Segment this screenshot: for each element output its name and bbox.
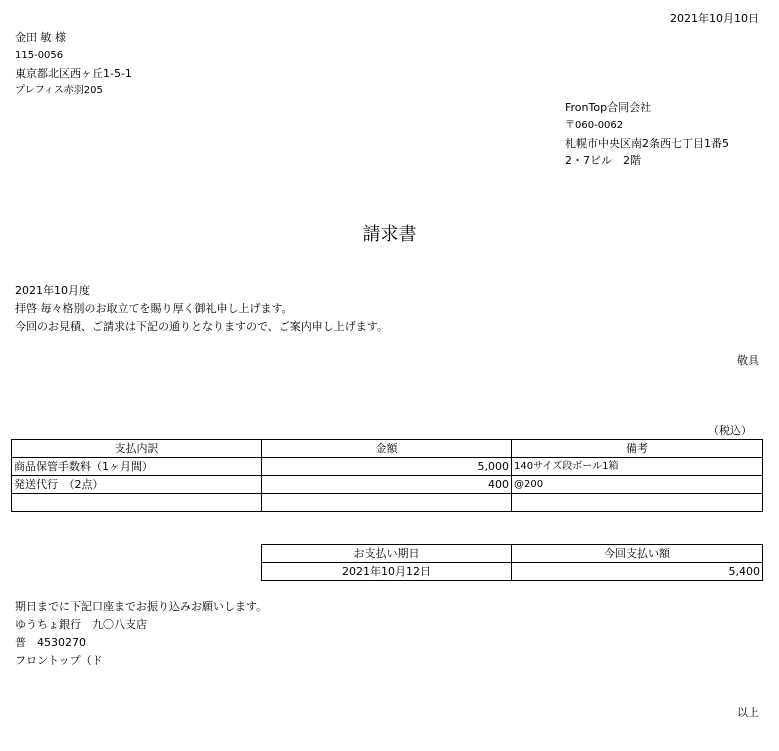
table-row [262, 563, 763, 581]
closing-word: 敬具 [737, 354, 759, 367]
row-amount: 5,000 [262, 458, 512, 476]
row-note: 140サイズ段ボール1箱 [512, 458, 763, 476]
payment-table-header [262, 545, 763, 563]
bank-account-holder: フロントップ（ド [15, 654, 103, 667]
tax-included-note: （税込） [708, 424, 752, 437]
payment-table [261, 544, 763, 581]
header-due-date: お支払い期日 [262, 545, 512, 563]
recipient-building: プレフィス赤羽205 [15, 85, 103, 96]
row-amount [262, 494, 512, 512]
row-item: 商品保管手数料（1ヶ月間） [12, 458, 262, 476]
document-title: 請求書 [362, 224, 417, 245]
recipient-zip: 115-0056 [15, 50, 64, 61]
table-row [12, 458, 763, 476]
total-amount: 5,400 [512, 563, 763, 581]
due-date: 2021年10月12日 [262, 563, 512, 581]
greeting-line-1: 拝啓 毎々格別のお取立てを賜り厚く御礼申し上げます。 [15, 302, 293, 315]
sender-address: 札幌市中央区南2条西七丁目1番5 [565, 137, 729, 150]
billing-period: 2021年10月度 [15, 284, 90, 297]
header-item: 支払内訳 [12, 440, 262, 458]
row-item [12, 494, 262, 512]
table-row [12, 476, 763, 494]
payment-instruction: 期日までに下記口座までお振り込みお願いします。 [15, 600, 268, 613]
end-mark: 以上 [737, 706, 759, 719]
sender-company: FronTop合同会社 [565, 101, 652, 114]
bank-branch: ゆうちょ銀行 九〇八支店 [15, 618, 147, 631]
header-amount: 金額 [262, 440, 512, 458]
items-table-header [12, 440, 763, 458]
recipient-name: 金田 敏 様 [15, 31, 66, 44]
sender-zip: 〒060-0062 [565, 120, 624, 131]
row-note: @200 [512, 476, 763, 494]
items-table [11, 439, 763, 512]
row-amount: 400 [262, 476, 512, 494]
row-note [512, 494, 763, 512]
invoice-date: 2021年10月10日 [670, 12, 759, 25]
bank-account-number: 普 4530270 [15, 636, 86, 649]
table-row [12, 494, 763, 512]
greeting-line-2: 今回のお見積、ご請求は下記の通りとなりますので、ご案内申し上げます。 [15, 320, 388, 333]
header-note: 備考 [512, 440, 763, 458]
sender-building: 2・7ビル 2階 [565, 154, 641, 167]
header-total: 今回支払い額 [512, 545, 763, 563]
recipient-address: 東京都北区西ヶ丘1-5-1 [15, 67, 132, 80]
row-item: 発送代行 （2点） [12, 476, 262, 494]
